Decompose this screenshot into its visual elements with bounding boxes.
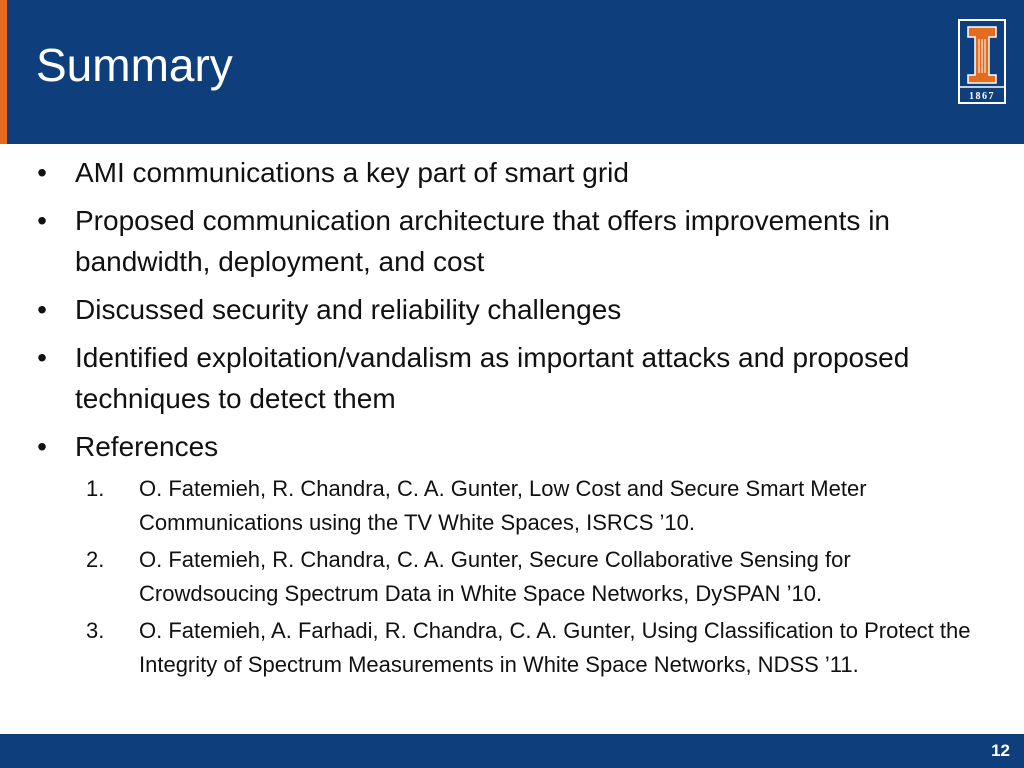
reference-number: 1. [86,476,105,501]
bullet-item [32,289,992,330]
bullet-dot-icon: • [37,157,47,188]
reference-text: O. Fatemieh, A. Farhadi, R. Chandra, C. A. Gunter, Using Classification to Protect the Integrity of Spectrum Measurements in White Space Networks, NDSS ’11. [139,618,971,677]
bullet-item [32,152,992,193]
page-number: 12 [991,741,1010,760]
bullet-item-references [32,426,992,467]
bullet-item [32,337,992,419]
bullet-text: Proposed communication architecture that offers improvements in bandwidth, deployment, and cost [75,205,890,277]
bullet-item [32,200,992,282]
reference-item [32,614,992,682]
bullet-text: Identified exploitation/vandalism as important attacks and proposed techniques to detect them [75,342,910,414]
bullet-dot-icon: • [37,205,47,236]
header-accent-bar [0,0,7,144]
reference-number: 2. [86,547,105,572]
logo-year: 1867 [969,91,995,102]
slide-title: Summary [36,39,233,91]
reference-item [32,543,992,611]
bullet-dot-icon: • [37,294,47,325]
slide-header [0,0,1024,144]
reference-list [32,472,992,682]
bullet-text: References [75,431,219,462]
bullet-text: AMI communications a key part of smart grid [75,157,629,188]
reference-text: O. Fatemieh, R. Chandra, C. A. Gunter, Secure Collaborative Sensing for Crowdsoucing Spectrum Data in White Space Networks, DySPAN ’10. [139,547,851,606]
reference-number: 3. [86,618,105,643]
slide-footer [0,734,1024,768]
slide-body [32,152,992,685]
university-logo-icon [958,19,1006,104]
reference-item [32,472,992,540]
bullet-dot-icon: • [37,342,47,373]
bullet-dot-icon: • [37,431,47,462]
bullet-text: Discussed security and reliability challenges [75,294,622,325]
reference-text: O. Fatemieh, R. Chandra, C. A. Gunter, Low Cost and Secure Smart Meter Communications using the TV White Spaces, ISRCS ’10. [139,476,867,535]
